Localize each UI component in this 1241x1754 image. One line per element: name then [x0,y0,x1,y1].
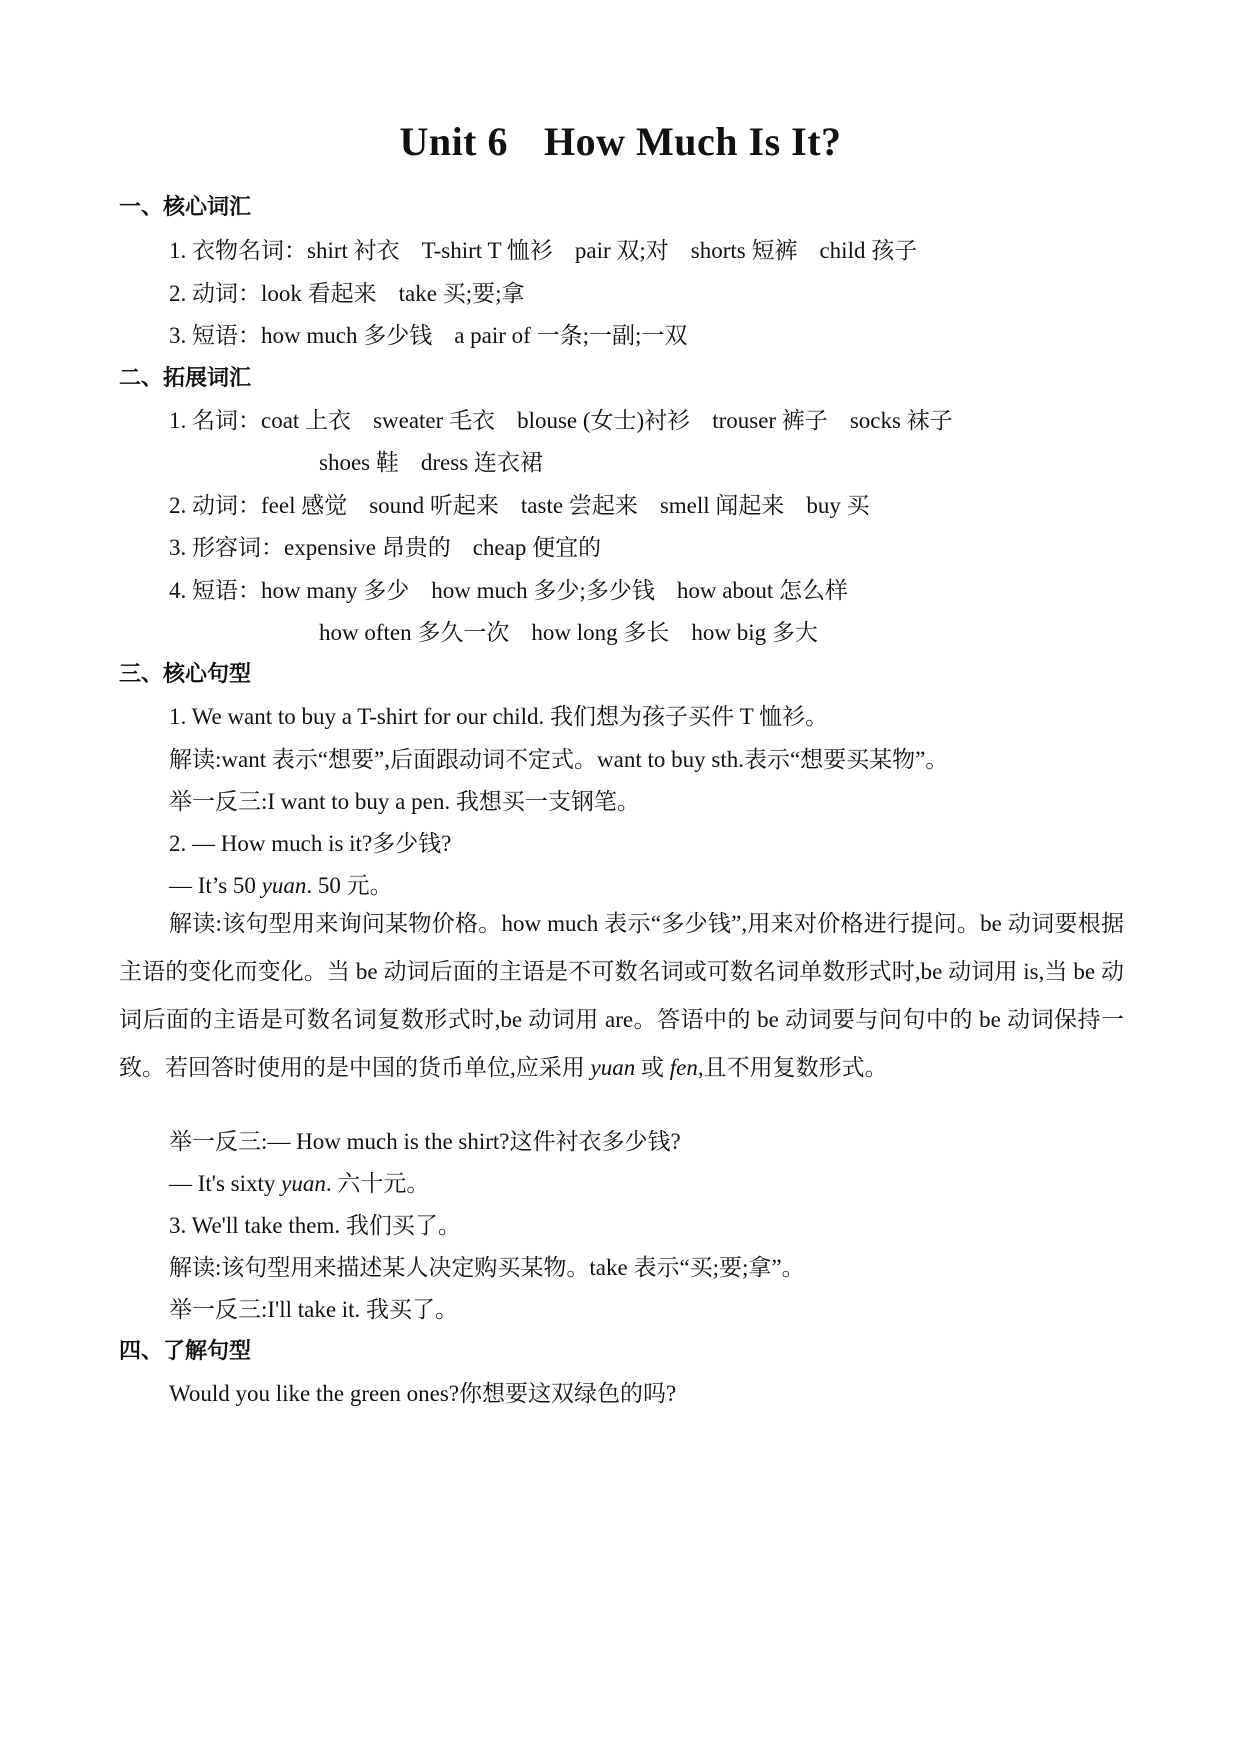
text-segment: — It’s 50 [169,873,262,898]
text-segment: . 50 元。 [306,873,393,898]
example-2-answer [169,1169,429,1199]
vocab-item: shorts 短裤 [690,238,798,263]
italic-term: yuan [590,1055,636,1080]
text-segment: 或 [635,1055,670,1080]
vocab-line-phrases-extended [169,576,848,606]
vocab-item: look 看起来 [261,281,377,306]
section-heading-core-vocabulary: 一、核心词汇 [119,195,252,220]
line-label: 2. 动词： [169,493,261,518]
vocab-item: how much 多少钱 [261,323,433,348]
vocab-item: pair 双;对 [574,238,669,263]
sentence-3: 3. We'll take them. 我们买了。 [169,1213,461,1238]
text-segment: . 六十元。 [325,1171,430,1196]
text-segment: ,且不用复数形式。 [697,1055,888,1080]
vocab-line-clothing-nouns [169,236,917,266]
italic-term: fen [669,1055,698,1080]
text-segment: — It's sixty [169,1171,282,1196]
page-title [0,118,1241,165]
section-heading-understand-sentences: 四、了解句型 [119,1339,252,1364]
vocab-item: how about 怎么样 [676,578,849,603]
sentence-1: 1. We want to buy a T-shirt for our child. 我们想为孩子买件 T 恤衫。 [169,704,829,729]
line-label: 2. 动词： [169,281,261,306]
vocab-line-phrases [169,321,687,351]
vocab-item: feel 感觉 [261,493,348,518]
unit-number: Unit 6 [399,119,509,164]
vocab-item: shoes 鞋 [319,450,399,475]
vocab-item: taste 尝起来 [520,493,638,518]
vocab-line-adjectives [169,533,601,563]
vocab-item: buy 买 [806,493,870,518]
sentence-understand: Would you like the green ones?你想要这双绿色的吗? [169,1381,677,1406]
line-label: 1. 名词： [169,408,261,433]
vocab-item: shirt 衬衣 [307,238,400,263]
vocab-item: sweater 毛衣 [373,408,496,433]
text-segment: 解读:该句型用来询问某物价格。how much 表示“多少钱”,用来对价格进行提问。be 动词要根据主语的变化而变化。当 be 动词后面的主语是不可数名词或可数名词单数形式时,be 动词用 is,当 be 动词后面的主语是可数名词复数形式时,be 动词用 are。答语中的 be 动词要与问句中的 be 动词保持一致。若回答时使用的是中国的货币单位,应采用 [119,911,1124,1080]
vocab-line-verbs-extended [169,491,870,521]
vocab-item: dress 连衣裙 [420,450,543,475]
line-label: 1. 衣物名词： [169,238,307,263]
sentence-2-answer [169,871,393,901]
explanation-2-paragraph [119,900,1124,1092]
vocab-item: cheap 便宜的 [472,535,602,560]
line-label: 3. 短语： [169,323,261,348]
explanation-3: 解读:该句型用来描述某人决定购买某物。take 表示“买;要;拿”。 [169,1255,805,1280]
vocab-item: how much 多少;多少钱 [431,578,655,603]
explanation-1: 解读:want 表示“想要”,后面跟动词不定式。want to buy sth.表示“想要买某物”。 [169,747,949,772]
vocab-line-verbs [169,279,524,309]
example-2-question: 举一反三:— How much is the shirt?这件衬衣多少钱? [169,1129,681,1154]
vocab-item: sound 听起来 [369,493,499,518]
vocab-item: how many 多少 [261,578,410,603]
vocab-item: trouser 裤子 [712,408,828,433]
vocab-item: blouse (女士)衬衫 [517,408,691,433]
vocab-line-nouns [169,406,953,436]
sentence-2-question: 2. — How much is it?多少钱? [169,831,452,856]
vocab-item: a pair of 一条;一副;一双 [454,323,688,348]
example-3: 举一反三:I'll take it. 我买了。 [169,1297,459,1322]
line-label: 3. 形容词： [169,535,284,560]
vocab-item: take 买;要;拿 [398,281,525,306]
vocab-item: socks 袜子 [849,408,953,433]
vocab-item: child 孩子 [819,238,918,263]
vocab-item: T-shirt T 恤衫 [421,238,553,263]
example-1: 举一反三:I want to buy a pen. 我想买一支钢笔。 [169,789,640,814]
vocab-item: coat 上衣 [261,408,352,433]
unit-name: How Much Is It? [544,119,842,164]
vocab-item: how big 多大 [691,620,818,645]
vocab-line-phrases-continued [319,618,818,648]
vocab-item: expensive 昂贵的 [284,535,451,560]
section-heading-extended-vocabulary: 二、拓展词汇 [119,366,252,391]
vocab-item: smell 闻起来 [659,493,785,518]
vocab-item: how often 多久一次 [319,620,510,645]
italic-term: yuan [261,873,307,898]
vocab-line-nouns-continued [319,448,543,478]
line-label: 4. 短语： [169,578,261,603]
italic-term: yuan [281,1171,326,1196]
vocab-item: how long 多长 [531,620,670,645]
section-heading-core-sentences: 三、核心句型 [119,662,252,687]
